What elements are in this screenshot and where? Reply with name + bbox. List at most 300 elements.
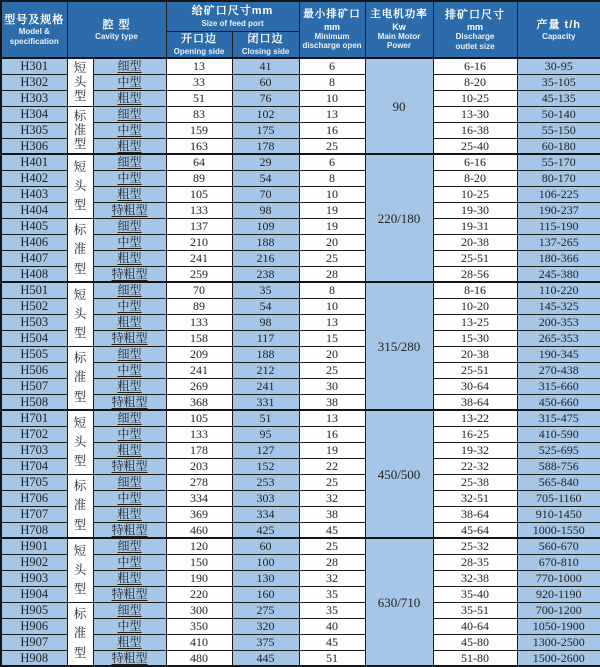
cavity-group-cell	[67, 346, 93, 410]
motor-power-cell: 90	[365, 58, 433, 154]
cavity-subtype-cell: 特粗型	[93, 650, 166, 666]
closing-side-cell: 54	[232, 298, 299, 314]
opening-side-cell: 480	[166, 650, 232, 666]
discharge-outlet-cell: 35-51	[433, 602, 517, 618]
model-cell: H703	[1, 442, 67, 458]
cavity-subtype-cell: 细型	[93, 58, 166, 74]
cavity-group-label	[68, 285, 93, 343]
closing-side-cell: 117	[232, 330, 299, 346]
capacity-cell: 30-95	[517, 58, 600, 74]
discharge-outlet-cell: 8-20	[433, 170, 517, 186]
capacity-cell: 700-1200	[517, 602, 600, 618]
closing-side-cell: 54	[232, 170, 299, 186]
opening-side-cell: 278	[166, 474, 232, 490]
cavity-subtype-cell: 粗型	[93, 250, 166, 266]
closing-side-cell: 238	[232, 266, 299, 282]
cavity-group-char: 型	[74, 391, 87, 404]
model-cell: H504	[1, 330, 67, 346]
closing-side-cell: 60	[232, 74, 299, 90]
opening-side-cell: 350	[166, 618, 232, 634]
discharge-outlet-cell: 16-25	[433, 426, 517, 442]
min-discharge-cell: 28	[299, 554, 365, 570]
discharge-outlet-cell: 25-32	[433, 538, 517, 554]
closing-side-cell: 70	[232, 186, 299, 202]
closing-side-cell: 253	[232, 474, 299, 490]
min-discharge-cell: 28	[299, 266, 365, 282]
min-discharge-cell: 6	[299, 58, 365, 74]
model-cell: H707	[1, 506, 67, 522]
cavity-group-char: 型	[74, 455, 87, 468]
opening-side-cell: 89	[166, 170, 232, 186]
capacity-cell: 137-265	[517, 234, 600, 250]
header-min-discharge-en2: discharge open	[300, 41, 365, 51]
closing-side-cell: 375	[232, 634, 299, 650]
model-cell: H904	[1, 586, 67, 602]
min-discharge-cell: 38	[299, 394, 365, 410]
motor-power-cell: 220/180	[365, 154, 433, 282]
opening-side-cell: 13	[166, 58, 232, 74]
closing-side-cell: 160	[232, 586, 299, 602]
motor-power-cell: 315/280	[365, 282, 433, 410]
cavity-group-char: 准	[74, 627, 87, 640]
cavity-subtype-cell: 粗型	[93, 90, 166, 106]
opening-side-cell: 159	[166, 122, 232, 138]
capacity-cell: 1050-1900	[517, 618, 600, 634]
header-min-discharge	[299, 1, 365, 58]
cavity-group-char: 准	[74, 499, 87, 512]
model-cell: H902	[1, 554, 67, 570]
discharge-outlet-cell: 25-51	[433, 362, 517, 378]
cavity-group-char: 型	[74, 583, 87, 596]
model-cell: H507	[1, 378, 67, 394]
capacity-cell: 180-366	[517, 250, 600, 266]
capacity-cell: 588-756	[517, 458, 600, 474]
model-cell: H706	[1, 490, 67, 506]
header-capacity-zh: 产量 t/h	[518, 18, 600, 32]
model-cell: H305	[1, 122, 67, 138]
closing-side-cell: 303	[232, 490, 299, 506]
table-row	[1, 346, 600, 362]
cavity-group-label	[68, 477, 93, 535]
opening-side-cell: 120	[166, 538, 232, 554]
discharge-outlet-cell: 8-20	[433, 74, 517, 90]
cavity-group-label	[68, 61, 93, 103]
cavity-subtype-cell: 细型	[93, 106, 166, 122]
discharge-outlet-cell: 13-30	[433, 106, 517, 122]
capacity-cell: 80-170	[517, 170, 600, 186]
min-discharge-cell: 25	[299, 138, 365, 154]
min-discharge-cell: 35	[299, 586, 365, 602]
table-body	[1, 58, 600, 666]
cavity-subtype-cell: 特粗型	[93, 330, 166, 346]
closing-side-cell: 425	[232, 522, 299, 538]
cavity-subtype-cell: 粗型	[93, 634, 166, 650]
min-discharge-cell: 8	[299, 282, 365, 298]
model-cell: H701	[1, 410, 67, 426]
cavity-group-cell	[67, 106, 93, 154]
capacity-cell: 55-170	[517, 154, 600, 170]
closing-side-cell: 102	[232, 106, 299, 122]
table-row	[1, 410, 600, 426]
model-cell: H406	[1, 234, 67, 250]
min-discharge-cell: 30	[299, 378, 365, 394]
discharge-outlet-cell: 15-30	[433, 330, 517, 346]
cavity-group-char: 短	[74, 62, 87, 75]
capacity-cell: 200-353	[517, 314, 600, 330]
capacity-cell: 410-590	[517, 426, 600, 442]
closing-side-cell: 109	[232, 218, 299, 234]
discharge-outlet-cell: 10-20	[433, 298, 517, 314]
header-closing-side	[232, 31, 299, 58]
min-discharge-cell: 16	[299, 122, 365, 138]
discharge-outlet-cell: 10-25	[433, 90, 517, 106]
cavity-group-char: 头	[74, 308, 87, 321]
capacity-cell: 245-380	[517, 266, 600, 282]
model-cell: H905	[1, 602, 67, 618]
cavity-group-char: 型	[74, 138, 87, 151]
cavity-subtype-cell: 中型	[93, 490, 166, 506]
table-row	[1, 474, 600, 490]
opening-side-cell: 133	[166, 314, 232, 330]
cavity-group-char: 标	[74, 224, 87, 237]
cavity-subtype-cell: 中型	[93, 298, 166, 314]
header-discharge-outlet-en1: Discharge	[434, 32, 517, 42]
cavity-group-label	[68, 413, 93, 471]
closing-side-cell: 331	[232, 394, 299, 410]
capacity-cell: 1500-2600	[517, 650, 600, 666]
header-min-discharge-unit: mm	[300, 22, 365, 32]
min-discharge-cell: 6	[299, 154, 365, 170]
opening-side-cell: 158	[166, 330, 232, 346]
header-feed-port	[166, 1, 299, 31]
model-cell: H302	[1, 74, 67, 90]
min-discharge-cell: 32	[299, 570, 365, 586]
header-motor-power	[365, 1, 433, 58]
cavity-group-char: 型	[74, 647, 87, 660]
model-cell: H401	[1, 154, 67, 170]
closing-side-cell: 178	[232, 138, 299, 154]
min-discharge-cell: 40	[299, 618, 365, 634]
closing-side-cell: 275	[232, 602, 299, 618]
closing-side-cell: 320	[232, 618, 299, 634]
cavity-subtype-cell: 粗型	[93, 506, 166, 522]
opening-side-cell: 300	[166, 602, 232, 618]
cavity-group-cell	[67, 538, 93, 602]
min-discharge-cell: 10	[299, 298, 365, 314]
model-cell: H402	[1, 170, 67, 186]
min-discharge-cell: 19	[299, 218, 365, 234]
opening-side-cell: 460	[166, 522, 232, 538]
cavity-group-char: 型	[74, 519, 87, 532]
discharge-outlet-cell: 19-31	[433, 218, 517, 234]
cavity-subtype-cell: 粗型	[93, 570, 166, 586]
discharge-outlet-cell: 22-32	[433, 458, 517, 474]
model-cell: H705	[1, 474, 67, 490]
header-cavity-type	[67, 1, 166, 58]
model-cell: H704	[1, 458, 67, 474]
min-discharge-cell: 25	[299, 538, 365, 554]
cavity-subtype-cell: 中型	[93, 170, 166, 186]
closing-side-cell: 175	[232, 122, 299, 138]
cavity-group-label	[68, 605, 93, 663]
opening-side-cell: 259	[166, 266, 232, 282]
cavity-group-cell	[67, 58, 93, 106]
model-cell: H405	[1, 218, 67, 234]
table-row	[1, 282, 600, 298]
cavity-group-cell	[67, 410, 93, 474]
discharge-outlet-cell: 16-38	[433, 122, 517, 138]
cavity-group-char: 准	[74, 124, 87, 137]
cavity-group-cell	[67, 218, 93, 282]
discharge-outlet-cell: 8-16	[433, 282, 517, 298]
cavity-group-cell	[67, 154, 93, 218]
cavity-group-label	[68, 109, 93, 151]
cavity-group-label	[68, 221, 93, 279]
closing-side-cell: 188	[232, 234, 299, 250]
opening-side-cell: 51	[166, 90, 232, 106]
cavity-subtype-cell: 特粗型	[93, 522, 166, 538]
model-cell: H906	[1, 618, 67, 634]
min-discharge-cell: 10	[299, 90, 365, 106]
capacity-cell: 55-150	[517, 122, 600, 138]
cavity-subtype-cell: 中型	[93, 618, 166, 634]
closing-side-cell: 334	[232, 506, 299, 522]
capacity-cell: 910-1450	[517, 506, 600, 522]
cavity-subtype-cell: 特粗型	[93, 394, 166, 410]
cavity-group-cell	[67, 602, 93, 666]
model-cell: H301	[1, 58, 67, 74]
cavity-group-char: 型	[74, 327, 87, 340]
closing-side-cell: 188	[232, 346, 299, 362]
cavity-subtype-cell: 细型	[93, 218, 166, 234]
cavity-subtype-cell: 特粗型	[93, 586, 166, 602]
motor-power-cell: 630/710	[365, 538, 433, 666]
cavity-group-char: 头	[74, 564, 87, 577]
model-cell: H407	[1, 250, 67, 266]
cavity-group-char: 头	[74, 180, 87, 193]
model-cell: H901	[1, 538, 67, 554]
model-cell: H306	[1, 138, 67, 154]
cavity-subtype-cell: 中型	[93, 74, 166, 90]
closing-side-cell: 445	[232, 650, 299, 666]
capacity-cell: 270-438	[517, 362, 600, 378]
header-motor-power-unit: Kw	[366, 22, 433, 32]
discharge-outlet-cell: 20-38	[433, 346, 517, 362]
model-cell: H907	[1, 634, 67, 650]
cavity-subtype-cell: 特粗型	[93, 202, 166, 218]
cavity-group-char: 标	[74, 110, 87, 123]
capacity-cell: 1000-1550	[517, 522, 600, 538]
opening-side-cell: 369	[166, 506, 232, 522]
capacity-cell: 315-475	[517, 410, 600, 426]
min-discharge-cell: 20	[299, 346, 365, 362]
closing-side-cell: 216	[232, 250, 299, 266]
min-discharge-cell: 25	[299, 362, 365, 378]
closing-side-cell: 60	[232, 538, 299, 554]
cavity-group-char: 短	[74, 289, 87, 302]
table-row	[1, 538, 600, 554]
min-discharge-cell: 16	[299, 426, 365, 442]
cavity-group-char: 短	[74, 161, 87, 174]
closing-side-cell: 76	[232, 90, 299, 106]
table-row	[1, 58, 600, 74]
opening-side-cell: 368	[166, 394, 232, 410]
header-discharge-outlet-unit: mm	[434, 22, 517, 32]
header-opening-side-zh: 开口边	[167, 32, 232, 46]
header-motor-power-en1: Main Motor	[366, 32, 433, 42]
cavity-group-char: 型	[74, 90, 87, 103]
min-discharge-cell: 8	[299, 170, 365, 186]
discharge-outlet-cell: 28-56	[433, 266, 517, 282]
capacity-cell: 920-1190	[517, 586, 600, 602]
discharge-outlet-cell: 51-80	[433, 650, 517, 666]
header-min-discharge-en1: Minimum	[300, 32, 365, 42]
opening-side-cell: 210	[166, 234, 232, 250]
cavity-group-label	[68, 349, 93, 407]
capacity-cell: 35-105	[517, 74, 600, 90]
cavity-group-label	[68, 541, 93, 599]
opening-side-cell: 105	[166, 410, 232, 426]
opening-side-cell: 163	[166, 138, 232, 154]
closing-side-cell: 100	[232, 554, 299, 570]
cavity-subtype-cell: 粗型	[93, 314, 166, 330]
header-opening-side-en: Opening side	[167, 47, 232, 57]
opening-side-cell: 410	[166, 634, 232, 650]
discharge-outlet-cell: 28-35	[433, 554, 517, 570]
discharge-outlet-cell: 6-16	[433, 154, 517, 170]
capacity-cell: 106-225	[517, 186, 600, 202]
header-min-discharge-zh: 最小排矿口	[300, 8, 365, 22]
capacity-cell: 190-345	[517, 346, 600, 362]
model-cell: H502	[1, 298, 67, 314]
closing-side-cell: 98	[232, 202, 299, 218]
closing-side-cell: 29	[232, 154, 299, 170]
cavity-group-label	[68, 157, 93, 215]
capacity-cell: 265-353	[517, 330, 600, 346]
model-cell: H404	[1, 202, 67, 218]
opening-side-cell: 334	[166, 490, 232, 506]
capacity-cell: 450-660	[517, 394, 600, 410]
closing-side-cell: 95	[232, 426, 299, 442]
table-row	[1, 602, 600, 618]
opening-side-cell: 33	[166, 74, 232, 90]
header-cavity-en: Cavity type	[68, 32, 166, 42]
model-cell: H303	[1, 90, 67, 106]
model-cell: H503	[1, 314, 67, 330]
closing-side-cell: 51	[232, 410, 299, 426]
min-discharge-cell: 13	[299, 410, 365, 426]
opening-side-cell: 133	[166, 202, 232, 218]
cavity-group-char: 准	[74, 371, 87, 384]
cavity-group-char: 头	[74, 76, 87, 89]
min-discharge-cell: 13	[299, 314, 365, 330]
closing-side-cell: 212	[232, 362, 299, 378]
min-discharge-cell: 10	[299, 186, 365, 202]
model-cell: H408	[1, 266, 67, 282]
header-model-en1: Model &	[2, 27, 67, 37]
discharge-outlet-cell: 32-51	[433, 490, 517, 506]
cavity-group-char: 准	[74, 243, 87, 256]
discharge-outlet-cell: 25-38	[433, 474, 517, 490]
header-capacity-en: Capacity	[518, 32, 600, 42]
header-feed-port-zh: 给矿口尺寸mm	[167, 4, 299, 18]
header-closing-side-en: Closing side	[233, 47, 299, 57]
min-discharge-cell: 19	[299, 202, 365, 218]
table-row	[1, 106, 600, 122]
capacity-cell: 525-695	[517, 442, 600, 458]
model-cell: H903	[1, 570, 67, 586]
min-discharge-cell: 51	[299, 650, 365, 666]
capacity-cell: 1300-2500	[517, 634, 600, 650]
min-discharge-cell: 15	[299, 330, 365, 346]
discharge-outlet-cell: 38-64	[433, 506, 517, 522]
capacity-cell: 110-220	[517, 282, 600, 298]
opening-side-cell: 269	[166, 378, 232, 394]
cavity-group-cell	[67, 474, 93, 538]
discharge-outlet-cell: 45-64	[433, 522, 517, 538]
capacity-cell: 770-1000	[517, 570, 600, 586]
cavity-subtype-cell: 细型	[93, 282, 166, 298]
model-cell: H501	[1, 282, 67, 298]
discharge-outlet-cell: 13-22	[433, 410, 517, 426]
cavity-group-char: 短	[74, 417, 87, 430]
cavity-group-char: 标	[74, 608, 87, 621]
capacity-cell: 60-180	[517, 138, 600, 154]
min-discharge-cell: 8	[299, 74, 365, 90]
opening-side-cell: 137	[166, 218, 232, 234]
discharge-outlet-cell: 35-40	[433, 586, 517, 602]
capacity-cell: 560-670	[517, 538, 600, 554]
model-cell: H506	[1, 362, 67, 378]
cavity-subtype-cell: 中型	[93, 122, 166, 138]
cavity-subtype-cell: 中型	[93, 426, 166, 442]
opening-side-cell: 241	[166, 362, 232, 378]
opening-side-cell: 83	[166, 106, 232, 122]
discharge-outlet-cell: 19-30	[433, 202, 517, 218]
table-header	[1, 1, 600, 58]
min-discharge-cell: 25	[299, 250, 365, 266]
cavity-subtype-cell: 粗型	[93, 138, 166, 154]
capacity-cell: 50-140	[517, 106, 600, 122]
header-model-zh: 型号及规格	[2, 13, 67, 27]
cavity-subtype-cell: 细型	[93, 602, 166, 618]
min-discharge-cell: 45	[299, 522, 365, 538]
header-model	[1, 1, 67, 58]
cavity-subtype-cell: 特粗型	[93, 266, 166, 282]
cavity-subtype-cell: 细型	[93, 538, 166, 554]
capacity-cell: 315-660	[517, 378, 600, 394]
opening-side-cell: 209	[166, 346, 232, 362]
cavity-group-char: 短	[74, 545, 87, 558]
header-closing-side-zh: 闭口边	[233, 32, 299, 46]
discharge-outlet-cell: 30-64	[433, 378, 517, 394]
discharge-outlet-cell: 6-16	[433, 58, 517, 74]
cavity-subtype-cell: 细型	[93, 346, 166, 362]
cavity-subtype-cell: 细型	[93, 410, 166, 426]
cavity-group-char: 标	[74, 352, 87, 365]
min-discharge-cell: 13	[299, 106, 365, 122]
opening-side-cell: 241	[166, 250, 232, 266]
opening-side-cell: 220	[166, 586, 232, 602]
header-feed-port-en: Size of feed port	[167, 19, 299, 29]
discharge-outlet-cell: 19-32	[433, 442, 517, 458]
closing-side-cell: 152	[232, 458, 299, 474]
model-cell: H908	[1, 650, 67, 666]
min-discharge-cell: 32	[299, 490, 365, 506]
min-discharge-cell: 25	[299, 474, 365, 490]
opening-side-cell: 190	[166, 570, 232, 586]
closing-side-cell: 35	[232, 282, 299, 298]
